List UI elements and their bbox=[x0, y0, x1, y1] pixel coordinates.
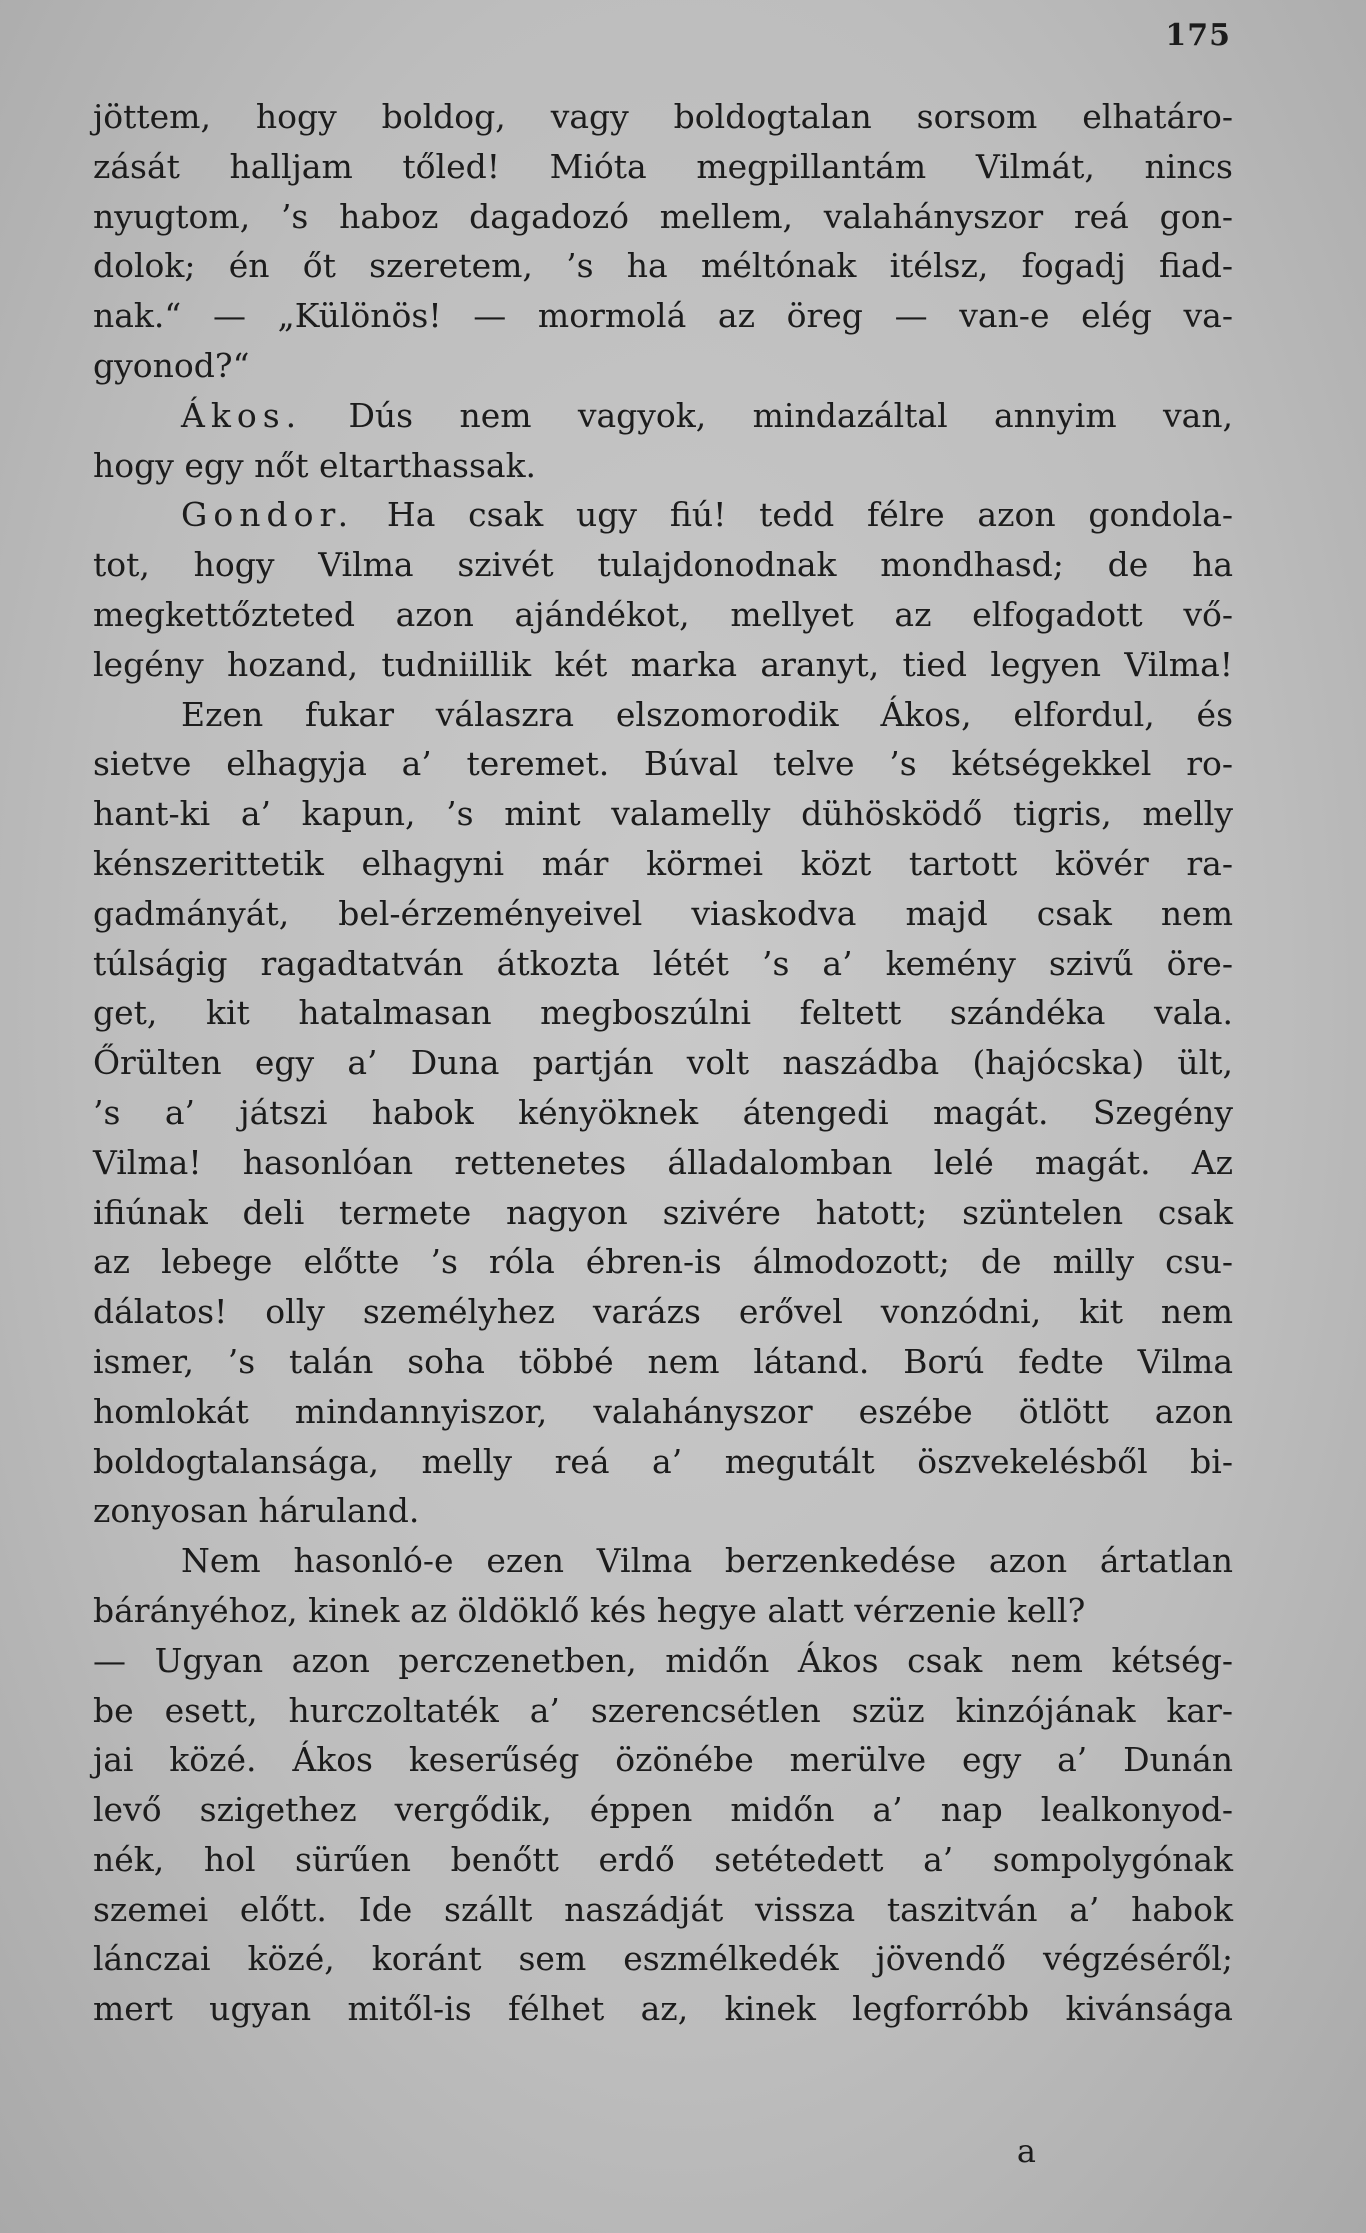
line-text: mert ugyan mitől-is félhet az, kinek legforróbb kivánsága bbox=[93, 1989, 1233, 2029]
speaker-name: Gondor. bbox=[181, 495, 355, 535]
text-line bbox=[93, 789, 1233, 839]
text-line bbox=[93, 988, 1233, 1038]
text-line bbox=[93, 92, 1233, 142]
line-text: be esett, hurczoltaték a’ szerencsétlen szüz kinzójának kar- bbox=[93, 1690, 1233, 1730]
text-line bbox=[93, 142, 1233, 192]
line-text: Dús nem vagyok, mindazáltal annyim van, bbox=[348, 395, 1234, 435]
line-text: Ha csak ugy fiú! tedd félre azon gondola- bbox=[386, 495, 1233, 535]
catchword: a bbox=[1016, 2132, 1036, 2170]
line-text: bárányéhoz, kinek az öldöklő kés hegye alatt vérzenie kell? bbox=[93, 1590, 1086, 1630]
line-text: ’s a’ játszi habok kényöknek átengedi magát. Szegény bbox=[93, 1092, 1233, 1132]
text-line bbox=[93, 291, 1233, 341]
page-number: 175 bbox=[1165, 18, 1231, 53]
line-text: boldogtalansága, melly reá a’ megutált öszvekelésből bi- bbox=[93, 1441, 1233, 1481]
text-line bbox=[93, 1188, 1233, 1238]
line-text: jai közé. Ákos keserűség özönébe merülve egy a’ Dunán bbox=[93, 1740, 1233, 1780]
text-line bbox=[93, 341, 1233, 391]
line-text: az lebege előtte ’s róla ébren-is álmodozott; de milly csu- bbox=[93, 1242, 1233, 1282]
line-text: dolok; én őt szeretem, ’s ha méltónak itélsz, fogadj fiad- bbox=[93, 246, 1233, 286]
text-line bbox=[93, 490, 1233, 540]
line-text: sietve elhagyja a’ teremet. Búval telve ’s kétségekkel ro- bbox=[93, 744, 1233, 784]
line-text: nak.“ — „Különös! — mormolá az öreg — van-e elég va- bbox=[93, 296, 1233, 336]
text-line bbox=[93, 540, 1233, 590]
line-text: Őrülten egy a’ Duna partján volt naszádba (hajócska) ült, bbox=[93, 1043, 1233, 1083]
line-text: ifiúnak deli termete nagyon szivére hatott; szüntelen csak bbox=[93, 1192, 1233, 1232]
text-line bbox=[93, 441, 1233, 491]
body-text bbox=[93, 92, 1233, 2034]
text-line bbox=[93, 1088, 1233, 1138]
text-line bbox=[93, 241, 1233, 291]
line-text: Vilma! hasonlóan rettenetes álladalomban lelé magát. Az bbox=[93, 1142, 1233, 1182]
text-line bbox=[93, 1486, 1233, 1536]
line-text: gadmányát, bel-érzeményeivel viaskodva majd csak nem bbox=[93, 893, 1233, 933]
text-line bbox=[93, 739, 1233, 789]
text-line bbox=[93, 1038, 1233, 1088]
text-line bbox=[93, 1337, 1233, 1387]
text-line bbox=[93, 1387, 1233, 1437]
text-line bbox=[93, 1586, 1233, 1636]
text-line bbox=[93, 1237, 1233, 1287]
text-line bbox=[93, 1785, 1233, 1835]
line-text: zását halljam tőled! Mióta megpillantám Vilmát, nincs bbox=[93, 146, 1233, 186]
line-text: gyonod?“ bbox=[93, 345, 250, 385]
text-line bbox=[93, 1934, 1233, 1984]
line-text: túlságig ragadtatván átkozta létét ’s a’ kemény szivű öre- bbox=[93, 943, 1233, 983]
text-line bbox=[93, 1138, 1233, 1188]
text-line bbox=[93, 590, 1233, 640]
text-line bbox=[93, 1735, 1233, 1785]
line-text: nyugtom, ’s haboz dagadozó mellem, valahányszor reá gon- bbox=[93, 196, 1233, 236]
line-text: levő szigethez vergődik, éppen midőn a’ nap lealkonyod- bbox=[93, 1790, 1233, 1830]
line-text: hogy egy nőt eltarthassak. bbox=[93, 445, 537, 485]
text-line bbox=[93, 1536, 1233, 1586]
text-line bbox=[93, 1885, 1233, 1935]
line-text: tot, hogy Vilma szivét tulajdonodnak mondhasd; de ha bbox=[93, 545, 1233, 585]
text-line bbox=[93, 1835, 1233, 1885]
text-line bbox=[93, 839, 1233, 889]
text-line bbox=[93, 939, 1233, 989]
text-line bbox=[93, 1984, 1233, 2034]
line-text: nék, hol sürűen benőtt erdő setétedett a’ sompolygónak bbox=[93, 1839, 1233, 1879]
text-line bbox=[93, 1437, 1233, 1487]
line-text: Ezen fukar válaszra elszomorodik Ákos, elfordul, és bbox=[181, 694, 1233, 734]
text-line bbox=[93, 889, 1233, 939]
text-line bbox=[93, 1636, 1233, 1686]
line-text: — Ugyan azon perczenetben, midőn Ákos csak nem kétség- bbox=[93, 1640, 1233, 1680]
line-text: szemei előtt. Ide szállt naszádját vissza taszitván a’ habok bbox=[93, 1889, 1233, 1929]
line-text: kénszerittetik elhagyni már körmei közt tartott kövér ra- bbox=[93, 843, 1233, 883]
line-text: megkettőzteted azon ajándékot, mellyet az elfogadott vő- bbox=[93, 594, 1233, 634]
line-text: hant-ki a’ kapun, ’s mint valamelly dühösködő tigris, melly bbox=[93, 794, 1233, 834]
text-line bbox=[93, 192, 1233, 242]
text-line bbox=[93, 690, 1233, 740]
line-text: Nem hasonló-e ezen Vilma berzenkedése azon ártatlan bbox=[181, 1541, 1233, 1581]
line-text: zonyosan háruland. bbox=[93, 1491, 420, 1531]
line-text: dálatos! olly személyhez varázs erővel vonzódni, kit nem bbox=[93, 1292, 1233, 1332]
line-text: homlokát mindannyiszor, valahányszor eszébe ötlött azon bbox=[93, 1391, 1233, 1431]
text-line bbox=[93, 1287, 1233, 1337]
text-line bbox=[93, 640, 1233, 690]
text-line bbox=[93, 391, 1233, 441]
text-line bbox=[93, 1686, 1233, 1736]
line-text: jöttem, hogy boldog, vagy boldogtalan sorsom elhatáro- bbox=[93, 97, 1233, 136]
line-text: lánczai közé, koránt sem eszmélkedék jövendő végzéséről; bbox=[93, 1939, 1233, 1979]
line-text: ismer, ’s talán soha többé nem látand. Ború fedte Vilma bbox=[93, 1341, 1233, 1381]
speaker-name: Ákos. bbox=[181, 395, 303, 435]
line-text: legény hozand, tudniillik két marka aranyt, tied legyen Vilma! bbox=[93, 644, 1233, 684]
line-text: get, kit hatalmasan megboszúlni feltett szándéka vala. bbox=[93, 993, 1233, 1033]
